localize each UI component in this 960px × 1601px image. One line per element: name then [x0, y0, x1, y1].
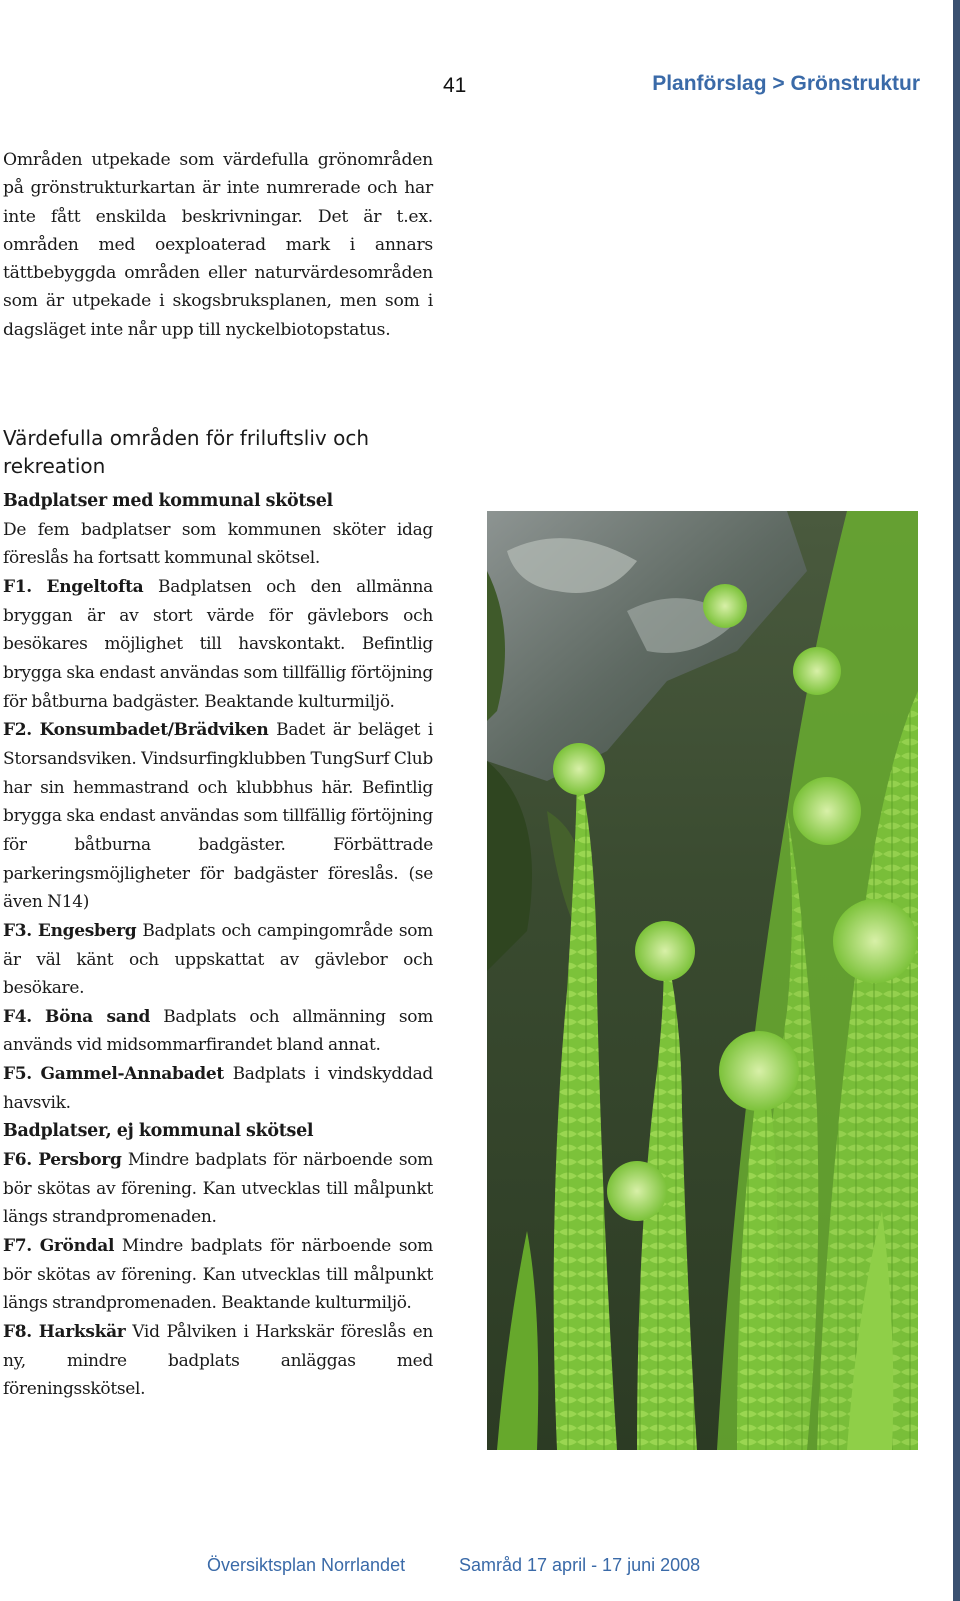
list-item [3, 1232, 433, 1318]
list-item [3, 716, 433, 917]
section-heading: Värdefulla områden för friluftsliv och rekreation [3, 426, 370, 478]
item-code: F6. [3, 1150, 32, 1171]
item-name: Konsumbadet/Brädviken [39, 720, 269, 741]
page-number: 41 [443, 74, 467, 97]
item-text: Badplatsen och den allmänna bryggan är av stort värde för gävlebors och besökares möjlighet till havskontakt. Befintlig brygga ska endast användas som tillfällig förtöjning för båtburna badgäster. Beaktande kulturmiljö. [3, 576, 434, 712]
list-item [3, 1318, 433, 1404]
item-code: F4. [3, 1006, 32, 1027]
intro-paragraph: Områden utpekade som värdefulla grönområden på grönstrukturkartan är inte numrerade och har inte fått enskilda beskrivningar. Det är t.ex. områden med oexploaterad mark i annars tättbebyggda områden eller naturvärdesområden som är utpekade i skogsbruksplanen, men som i dagsläget inte når upp till nyckelbiotopstatus. [3, 150, 433, 340]
item-text: Badplats och campingområde som är väl känt och uppskattat av gävlebor och besökare. [3, 920, 434, 999]
item-name: Persborg [38, 1150, 122, 1171]
item-code: F1. [3, 576, 32, 597]
item-code: F8. [3, 1322, 32, 1343]
bathing-places-text [3, 487, 433, 1404]
subheading-municipal: Badplatser med kommunal skötsel [3, 491, 333, 511]
item-text: Vid Pålviken i Harkskär föreslås en ny, mindre badplats anläggas med föreningsskötsel. [3, 1322, 433, 1400]
item-name: Gröndal [39, 1236, 115, 1257]
list-item [3, 1146, 433, 1232]
item-name: Engesberg [37, 920, 137, 941]
list-item [3, 1003, 433, 1060]
item-code: F3. [3, 920, 32, 941]
footer-consultation-dates: Samråd 17 april - 17 juni 2008 [459, 1555, 701, 1575]
item-text: Mindre badplats för närboende som bör skötas av förening. Kan utvecklas till målpunkt längs strandpromenaden. [3, 1150, 434, 1228]
list-item [3, 917, 433, 1003]
list-item [3, 573, 433, 716]
item-name: Harkskär [38, 1322, 126, 1343]
item-text: Mindre badplats för närboende som bör skötas av förening. Kan utvecklas till målpunkt längs strandpromenaden. Beaktande kulturmiljö. [3, 1236, 434, 1314]
item-code: F2. [3, 720, 32, 741]
fern-photo [487, 511, 918, 1450]
footer-document-title: Översiktsplan Norrlandet [207, 1555, 406, 1575]
section-breadcrumb: Planförslag > Grönstruktur [652, 72, 920, 95]
subheading-non-municipal: Badplatser, ej kommunal skötsel [3, 1121, 314, 1142]
item-code: F7. [3, 1236, 32, 1257]
item-name: Böna sand [45, 1006, 151, 1027]
item-text: Badplats och allmänning som används vid midsommarfirandet bland annat. [3, 1006, 434, 1056]
item-code: F5. [3, 1064, 32, 1085]
item-text: Badplats i vindskyddad havsvik. [3, 1064, 434, 1113]
item-text: Badet är beläget i Storsandsviken. Vindsurfingklubben TungSurf Club har sin hemmastrand och klubbhus här. Befintlig brygga ska endast användas som tillfällig förtöjning för båtburna badgäster. Förbättrade parkeringsmöjligheter för badgäster föreslås. (se även N14) [3, 720, 433, 913]
list-item [3, 1060, 433, 1117]
municipal-intro: De fem badplatser som kommunen sköter idag föreslås ha fortsatt kommunal skötsel. [3, 519, 433, 569]
item-name: Engeltofta [46, 576, 144, 597]
page-edge-bar [953, 0, 960, 1601]
item-name: Gammel-Annabadet [40, 1064, 224, 1085]
